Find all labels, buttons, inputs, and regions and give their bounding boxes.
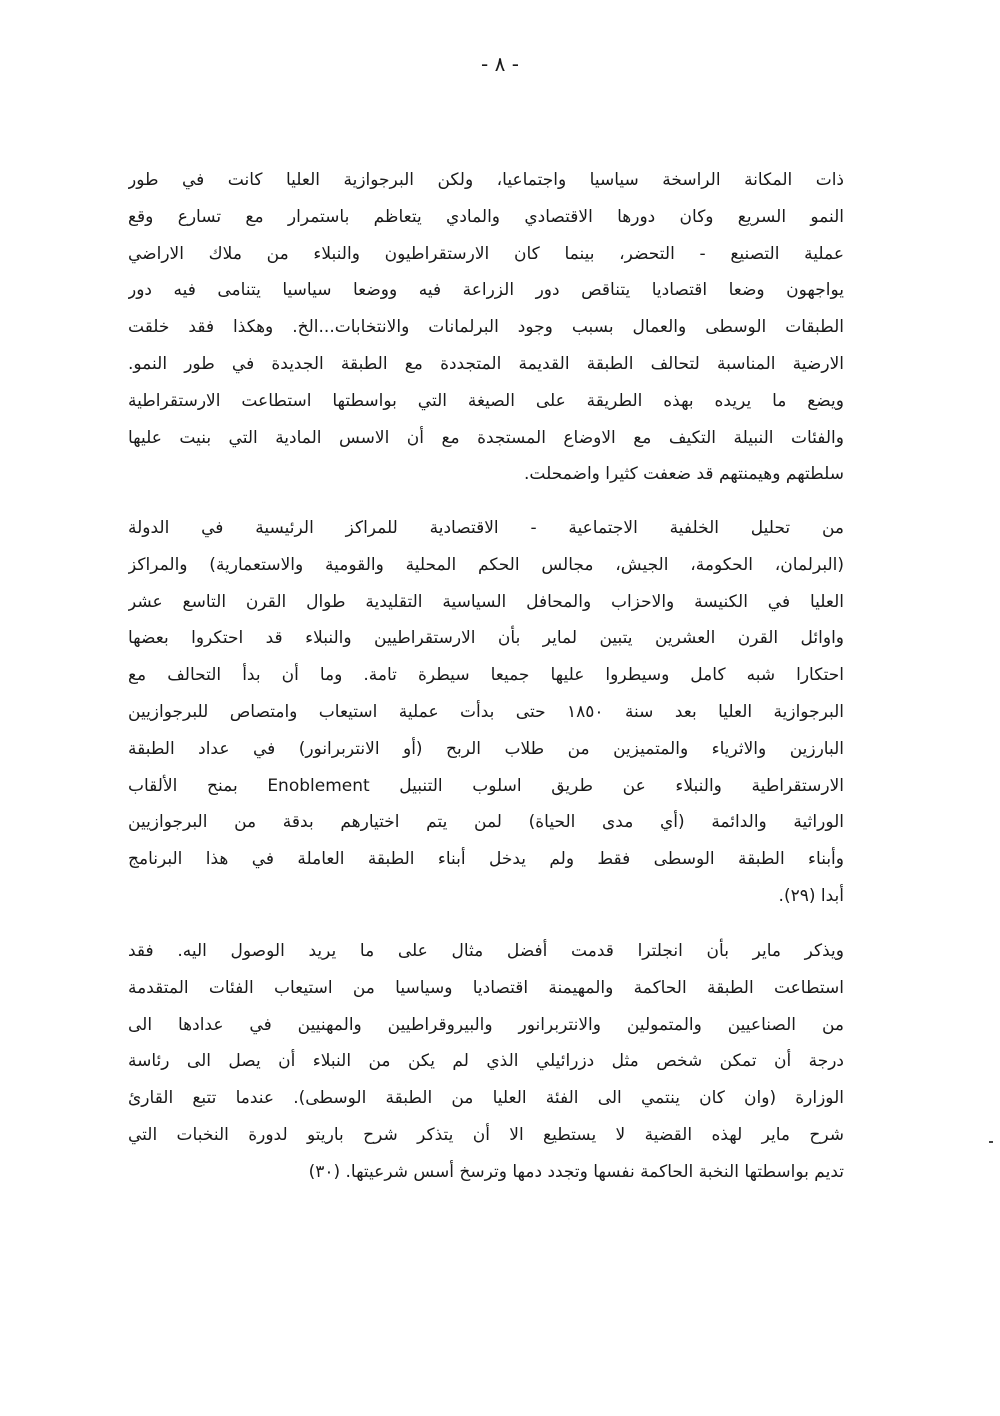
text-line: سلطتهم وهيمنتهم قد ضعفت كثيرا واضمحلت. (524, 464, 844, 485)
text-line: الارستقراطية والنبلاء عن طريق اسلوب التنبيل Enoblement بمنح الألقاب (128, 775, 844, 796)
text-line: البارزين والاثرياء والمتميزين من طلاب الربح (أو الانتربرانور) في عداد الطبقة (128, 738, 844, 759)
text-line: أبدا (٢٩). (778, 885, 844, 906)
text-line: عملية التصنيع - التحضر، بينما كان الارستقراطيون والنبلاء من ملاك الاراضي (128, 243, 844, 264)
text-line: وأبناء الطبقة الوسطى فقط ولم يدخل أبناء الطبقة العاملة في هذا البرنامج (128, 849, 844, 870)
text-line: (البرلمان، الحكومة، الجيش، مجالس الحكم المحلية والقومية والاستعمارية) والمراكز (128, 554, 844, 575)
text-line: يواجهون وضعا اقتصاديا يتناقص دور الزراعة فيه ووضعا سياسيا يتنامى فيه دور (128, 280, 844, 301)
text-line: تديم بواسطتها النخبة الحاكمة نفسها وتجدد دمها وترسخ أسس شرعيتها. (٣٠) (308, 1161, 844, 1182)
text-line: النمو السريع وكان دورها الاقتصادي والمادي يتعاظم باستمرار مع تسارع وقع (128, 206, 844, 227)
text-line: ويذكر ماير بأن انجلترا قدمت أفضل مثال على ما يريد الوصول اليه. فقد (128, 941, 844, 961)
text-line: ذات المكانة الراسخة سياسيا واجتماعيا، ولكن البرجوازية العليا كانت في طور (128, 170, 844, 190)
text-line: ويضع ما يريده بهذه الطريقة على الصيغة التي بواسطتها استطاعت الارستقراطية (128, 390, 844, 411)
text-line: من تحليل الخلفية الاجتماعية - الاقتصادية للمراكز الرئيسية في الدولة (128, 518, 844, 538)
margin-mark (989, 1141, 993, 1143)
page-number: - ٨ - (481, 52, 519, 76)
text-line: شرح ماير لهذه القضية لا يستطيع الا أن يتذكر شرح باريتو لدورة النخبات التي (128, 1124, 844, 1145)
paragraph-1 (128, 162, 844, 493)
text-line: والفئات النبيلة التكيف مع الاوضاع المستجدة مع أن الاسس المادية التي بنيت عليها (128, 427, 844, 448)
text-line: العليا في الكنيسة والاحزاب والمحافل السياسية التقليدية طوال القرن التاسع عشر (128, 591, 844, 612)
paragraph-3 (128, 933, 844, 1191)
text-line: من الصناعيين والمتمولين والانتربرانور والبيروقراطيين والمهنيين في عدادها الى (128, 1014, 844, 1035)
text-line: الطبقات الوسطى والعمال بسبب وجود البرلمانات والانتخابات...الخ. وهكذا فقد خلقت (128, 317, 844, 338)
paragraph-2 (128, 510, 844, 915)
text-line: استطاعت الطبقة الحاكمة والمهيمنة اقتصاديا وسياسيا من استيعاب الفئات المتقدمة (128, 977, 844, 998)
text-line: البرجوازية العليا بعد سنة ١٨٥٠ حتى بدأت عملية استيعاب وامتصاص للبرجوازيين (128, 701, 844, 722)
text-line: الوراثية والدائمة (أي مدى الحياة) لمن يتم اختيارهم بدقة من البرجوازيين (128, 812, 844, 833)
text-line: درجة أن تمكن شخص مثل دزرائيلي الذي لم يكن من النبلاء أن يصل الى رئاسة (128, 1051, 844, 1072)
text-line: احتكارا شبه كامل وسيطروا عليها جميعا سيطرة تامة. وما أن بدأ التحالف مع (128, 665, 844, 686)
text-line: الوزارة (وان كان ينتمي الى الفئة العليا من الطبقة الوسطى). عندما تتبع القارئ (128, 1088, 844, 1109)
text-line: الارضية المناسبة لتحالف الطبقة القديمة المتجددة مع الطبقة الجديدة في طور النمو. (128, 353, 844, 374)
text-line: واوائل القرن العشرين يتبين لماير بأن الارستقراطيين والنبلاء قد احتكروا بعضها (128, 628, 844, 649)
